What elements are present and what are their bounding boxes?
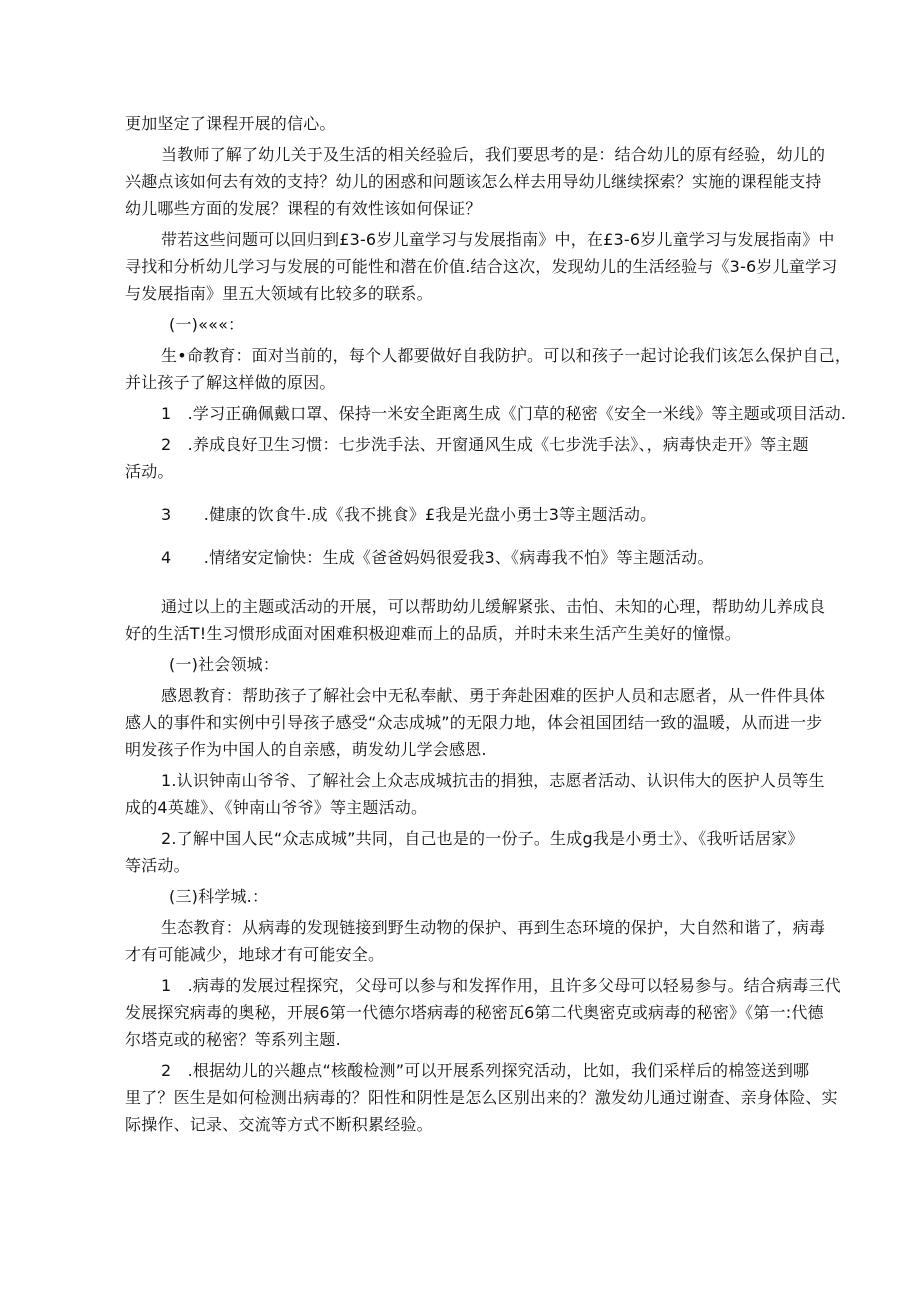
paragraph-guide-reference: [125, 226, 838, 307]
text-line: 通过以上的主题或活动的开展，可以帮助幼儿缓解紧张、击怕、未知的心理，帮助幼儿养成良: [161, 597, 826, 616]
paragraph-life-education: [125, 342, 852, 396]
paragraph-ecology-education: [125, 914, 826, 968]
text-line: 2 .根据幼儿的兴趣点“核酸检测”可以开展系列探究活动，比如，我们采样后的棉签送到哪: [161, 1061, 810, 1080]
paragraph-activity-summary: [125, 593, 826, 647]
text-line: 才有可能减少，地球才有可能安全。: [125, 945, 385, 964]
paragraph-gratitude-education: [125, 682, 826, 763]
text-line: 带若这些问题可以回归到£3-6岁儿童学习与发展指南》中，在£3-6岁儿童学习与发展指南》中: [161, 230, 835, 249]
document-page: [125, 110, 852, 1142]
text-line: 2.了解中国人民“众志成城”共同，自己也是的一份子。生成g我是小勇士》、《我听话居家》: [161, 829, 804, 848]
text-line: 2 .养成良好卫生习惯：七步洗手法、开窗通风生成《七步洗手法》、，病毒快走开》等主题: [161, 435, 809, 454]
list-item-heroes: [125, 767, 825, 821]
text-line: 更加坚定了课程开展的信心。: [125, 114, 336, 133]
text-line: 感人的事件和实例中引导孩子感受“众志成城”的无限力地，体会祖国团结一致的温暖，从而进一步: [125, 713, 823, 732]
text-line: 际操作、记录、交流等方式不断积累经验。: [125, 1115, 433, 1134]
text-line: 里了？医生是如何检测出病毒的？阳性和阴性是怎么区别出来的？激发幼儿通过谢查、亲身体险、实: [125, 1088, 838, 1107]
text-line: 好的生活T!生习惯形成面对困难积极迎难而上的品质，并时未来生活产生美好的憧憬。: [125, 624, 741, 643]
section-heading-science: [125, 883, 805, 910]
text-line: 活动。: [125, 462, 174, 481]
section-heading: (一)«««：: [169, 315, 245, 334]
text-line: 3 .健康的饮食牛.成《我不挑食》£我是光盘小勇士3等主题活动。: [161, 505, 657, 524]
list-item-nucleic-test: [125, 1057, 838, 1138]
text-line: 明发孩子作为中国人的自亲感，萌发幼儿学会感恩.: [125, 740, 487, 759]
text-line: 感恩教育：帮助孩子了解社会中无私奉献、勇于奔赴困难的医护人员和志愿者，从一件件具体: [161, 686, 826, 705]
text-line: 1 .病毒的发展过程探究，父母可以参与和发挥作用，且许多父母可以轻易参与。结合病毒三代: [161, 976, 841, 995]
text-line: 发展探究病毒的奥秘，开展6第一代德尔塔病毒的秘密瓦6第二代奥密克或病毒的秘密》《第一:代德: [125, 1003, 824, 1022]
list-item-emotion: [125, 544, 805, 571]
text-line: 寻找和分析幼儿学习与发展的可能性和潜在价值.结合这次，发现幼儿的生活经验与《3-6岁儿童学习: [125, 257, 838, 276]
list-item-diet: [125, 501, 805, 528]
section-heading: (一)社会领城：: [169, 655, 280, 674]
text-line: 当教师了解了幼儿关于及生活的相关经验后，我们要思考的是：结合幼儿的原有经验，幼儿的: [161, 145, 826, 164]
list-item-unity: [125, 825, 805, 879]
text-line: 成的4英雄》、《钟南山爷爷》等主题活动。: [125, 798, 428, 817]
list-item-hygiene: [125, 431, 809, 485]
text-line: 1 .学习正确佩戴口罩、保持一米安全距离生成《门草的秘密《安全一米线》等主题或项目活动.: [161, 404, 847, 423]
text-line: 生•命教育：面对当前的，每个人都要做好自我防护。可以和孩子一起讨论我们该怎么保护自己，: [161, 346, 852, 365]
paragraph-course-confidence: [125, 110, 805, 137]
section-heading-health: [125, 311, 805, 338]
section-heading-social: [125, 651, 805, 678]
paragraph-teacher-thinking: [125, 141, 826, 222]
text-line: 幼儿哪些方面的发展？课程的有效性该如何保证？: [125, 199, 482, 218]
text-line: 兴趣点该如何去有效的支持？幼儿的困惑和问题该怎么样去用导幼儿继续探索？实施的课程能支持: [125, 172, 822, 191]
text-line: 等活动。: [125, 856, 190, 875]
list-item-mask: [125, 400, 847, 427]
text-line: 生态教育：从病毒的发现链接到野生动物的保护、再到生态环境的保护，大自然和谐了，病毒: [161, 918, 826, 937]
text-line: 1.认识钟南山爷爷、了解社会上众志成城抗击的捐独，志愿者活动、认识伟大的医护人员等生: [161, 771, 825, 790]
text-line: 与发展指南》里五大领域有比较多的联系。: [125, 284, 433, 303]
text-line: 尔塔克或的秘密？等系列主题.: [125, 1030, 341, 1049]
list-item-virus-study: [125, 972, 841, 1053]
text-line: 并让孩子了解这样做的原因。: [125, 373, 336, 392]
section-heading: (三)科学城.：: [169, 887, 269, 906]
text-line: 4 .情绪安定愉快：生成《爸爸妈妈很爱我3、《病毒我不怕》等主题活动。: [161, 548, 714, 567]
